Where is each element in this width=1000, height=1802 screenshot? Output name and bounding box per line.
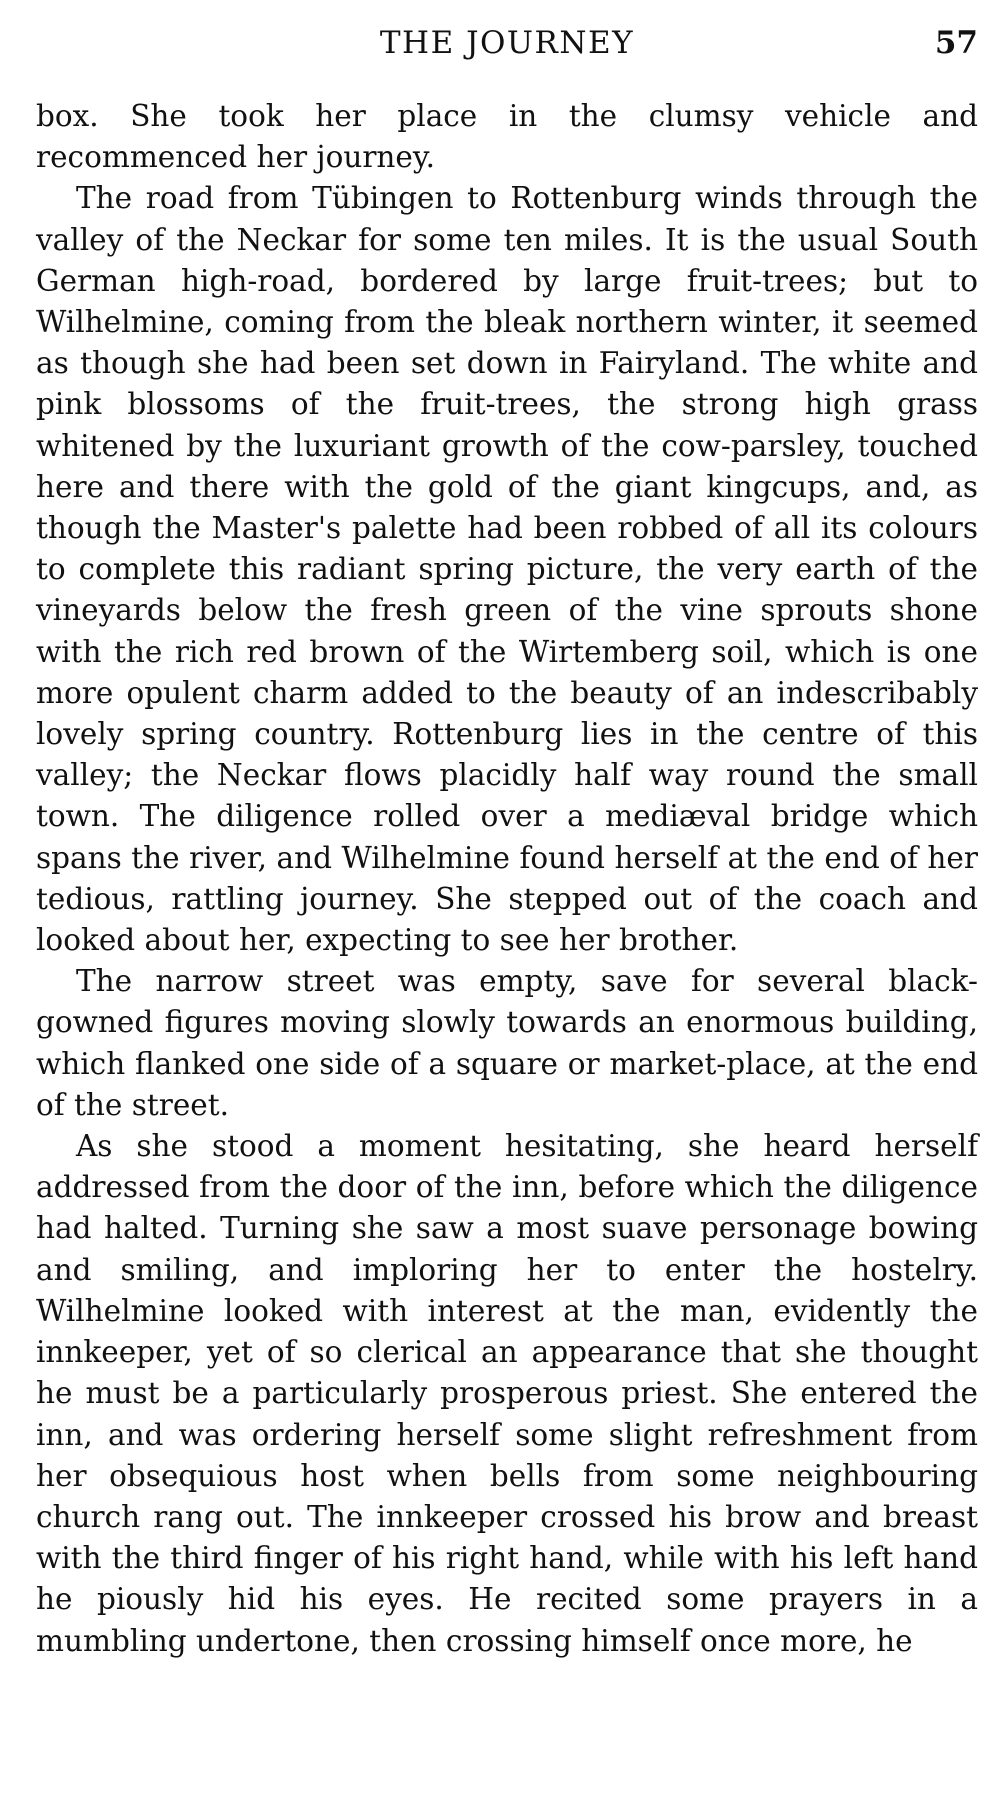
paragraph-4: As she stood a moment hesitating, she heard herself addressed from the door of the inn, before which the diligence had halted. Turning she saw a most suave personage bowing and smiling, and imploring her to enter the hostelry. Wilhelmine looked with interest at the man, evidently the innkeeper, yet of so clerical an appearance that she thought he must be a particularly prosperous priest. She entered the inn, and was ordering herself some slight refreshment from her obsequious host when bells from some neighbouring church rang out. The innkeeper crossed his brow and breast with the third finger of his right hand, while with his left hand he piously hid his eyes. He recited some prayers in a mumbling undertone, then crossing himself once more, he [36,1129,978,1658]
paragraph-2: The road from Tübingen to Rottenburg winds through the valley of the Neckar for some ten miles. It is the usual South German high-road, bordered by large fruit-trees; but to Wilhelmine, coming from the bleak northern winter, it seemed as though she had been set down in Fairyland. The white and pink blossoms of the fruit-trees, the strong high grass whitened by the luxuriant growth of the cow-parsley, touched here and there with the gold of the giant kingcups, and, as though the Master's palette had been robbed of all its colours to complete this radiant spring picture, the very earth of the vineyards below the fresh green of the vine sprouts shone with the rich red brown of the Wirtemberg soil, which is one more opulent charm added to the beauty of an indescribably lovely spring country. Rottenburg lies in the centre of this valley; the Neckar flows placidly half way round the small town. The diligence rolled over a mediæval bridge which spans the river, and Wilhelmine found herself at the end of her tedious, rattling journey. She stepped out of the coach and looked about her, expecting to see her brother. [36,181,978,958]
chapter-title: THE JOURNEY [379,25,635,61]
running-head [36,18,978,68]
paragraph-1: box. She took her place in the clumsy vehicle and recommenced her journey. [36,99,978,175]
body-text [36,96,978,1662]
page-number: 57 [934,25,978,61]
paragraph-3: The narrow street was empty, save for several black-gowned figures moving slowly towards an enormous building, which flanked one side of a square or market-place, at the end of the street. [36,964,978,1122]
